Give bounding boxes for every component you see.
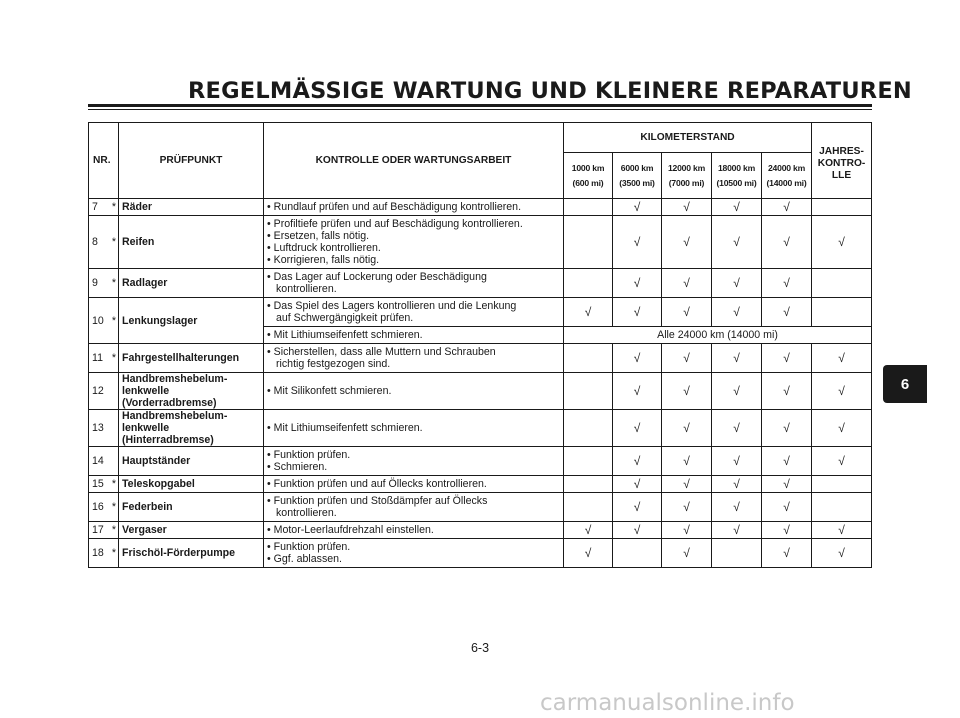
dealer-star: * (111, 236, 116, 248)
check-mark: √ (762, 216, 812, 269)
check-mark (712, 539, 762, 568)
dealer-star: * (111, 478, 116, 490)
row-number-text: 15 (92, 478, 104, 490)
check-mark (564, 476, 613, 493)
row-number (89, 539, 119, 568)
check-mark: √ (812, 539, 872, 568)
work-description (264, 539, 564, 568)
check-mark: √ (812, 410, 872, 447)
work-line: • Funktion prüfen. (267, 449, 351, 461)
dealer-star: * (111, 501, 116, 513)
row-number (89, 493, 119, 522)
mi-value: (7000 mi) (668, 177, 705, 188)
km-value: 1000 km (571, 162, 605, 173)
check-mark: √ (812, 522, 872, 539)
table-row (89, 522, 872, 539)
check-mark (613, 539, 662, 568)
work-line: auf Schwergängigkeit prüfen. (276, 312, 414, 324)
check-mark (564, 269, 613, 298)
row-number (89, 269, 119, 298)
check-mark: √ (613, 298, 662, 327)
work-description (264, 199, 564, 216)
header-point: PRÜFPUNKT (119, 123, 264, 199)
header-work: KONTROLLE ODER WARTUNGSARBEIT (264, 123, 564, 199)
check-mark: √ (762, 373, 812, 410)
row-number (89, 373, 119, 410)
check-mark: √ (762, 199, 812, 216)
watermark: carmanualsonline.info (540, 690, 795, 716)
check-mark: √ (564, 298, 613, 327)
row-number (89, 298, 119, 344)
check-mark: √ (662, 539, 712, 568)
work-line: • Sicherstellen, dass alle Muttern und Schrauben (267, 346, 496, 358)
check-mark: √ (613, 410, 662, 447)
check-mark: √ (662, 199, 712, 216)
dealer-star: * (111, 547, 116, 559)
row-number-text: 10 (92, 314, 104, 327)
work-line: • Das Spiel des Lagers kontrollieren und die Lenkung (267, 300, 517, 312)
check-mark: √ (762, 269, 812, 298)
check-mark: √ (564, 522, 613, 539)
work-description (264, 373, 564, 410)
title-rule-thin (88, 109, 872, 110)
row-number-text: 12 (92, 385, 104, 397)
work-line: • Ggf. ablassen. (267, 553, 342, 565)
dealer-star: * (111, 524, 116, 536)
row-number-text: 7 (92, 201, 98, 213)
km-value: 6000 km (620, 162, 654, 173)
check-point: Hauptständer (119, 447, 264, 476)
table-row (89, 216, 872, 269)
check-mark: √ (712, 476, 762, 493)
work-description (264, 476, 564, 493)
check-mark: √ (712, 216, 762, 269)
mi-value: (3500 mi) (619, 177, 655, 188)
check-mark: √ (712, 269, 762, 298)
row-number (89, 344, 119, 373)
check-mark: √ (662, 298, 712, 327)
table-row (89, 493, 872, 522)
check-mark: √ (613, 522, 662, 539)
check-point: Vergaser (119, 522, 264, 539)
work-line: • Profiltiefe prüfen und auf Beschädigung kontrollieren. (267, 218, 523, 230)
work-line: richtig festgezogen sind. (276, 358, 391, 370)
work-description (264, 447, 564, 476)
work-description (264, 216, 564, 269)
row-number (89, 410, 119, 447)
check-mark: √ (712, 298, 762, 327)
check-point: Räder (119, 199, 264, 216)
title-rule (88, 104, 872, 107)
check-mark (812, 199, 872, 216)
work-line: • Rundlauf prüfen und auf Beschädigung kontrollieren. (267, 201, 522, 213)
check-mark: √ (812, 373, 872, 410)
check-mark (564, 216, 613, 269)
check-mark: √ (613, 493, 662, 522)
check-mark: √ (662, 269, 712, 298)
row-number (89, 199, 119, 216)
check-mark (564, 493, 613, 522)
table-row (89, 298, 872, 327)
table-row (89, 539, 872, 568)
header-yearly: JAHRES- KONTRO- LLE (812, 123, 872, 199)
check-mark: √ (712, 373, 762, 410)
check-mark: √ (762, 522, 812, 539)
check-point: Teleskopgabel (119, 476, 264, 493)
mi-value: (10500 mi) (716, 177, 757, 188)
check-mark: √ (812, 447, 872, 476)
page-title: REGELMÄSSIGE WARTUNG UND KLEINERE REPARATUREN (188, 78, 912, 104)
table-row (89, 199, 872, 216)
check-point: Handbremshebelum- lenkwelle (Vorderradbremse) (119, 373, 264, 410)
table-row (89, 476, 872, 493)
work-description (264, 269, 564, 298)
row-number-text: 16 (92, 501, 104, 513)
check-mark (564, 344, 613, 373)
chapter-tab[interactable]: 6 (883, 365, 927, 403)
work-line: • Funktion prüfen. (267, 541, 351, 553)
row-number-text: 14 (92, 455, 104, 467)
check-mark (564, 447, 613, 476)
check-mark: √ (613, 373, 662, 410)
work-line: • Das Lager auf Lockerung oder Beschädigung (267, 271, 487, 283)
mi-value: (14000 mi) (766, 177, 807, 188)
check-mark: √ (712, 493, 762, 522)
check-mark: √ (762, 476, 812, 493)
km-value: 18000 km (717, 162, 756, 173)
km-value: 12000 km (667, 162, 706, 173)
dealer-star: * (111, 201, 116, 213)
check-point: Fahrgestellhalterungen (119, 344, 264, 373)
table-row (89, 269, 872, 298)
check-mark: √ (662, 344, 712, 373)
check-mark: √ (812, 216, 872, 269)
work-line: • Mit Silikonfett schmieren. (267, 385, 392, 397)
check-mark: √ (762, 447, 812, 476)
header-km-3 (712, 153, 762, 199)
dealer-star: * (111, 314, 116, 327)
interval-note: Alle 24000 km (14000 mi) (564, 327, 872, 344)
work-line: • Luftdruck kontrollieren. (267, 242, 381, 254)
check-mark: √ (662, 447, 712, 476)
row-number-text: 9 (92, 277, 98, 289)
work-description (264, 493, 564, 522)
check-mark: √ (812, 344, 872, 373)
check-mark (812, 493, 872, 522)
check-mark: √ (712, 410, 762, 447)
check-mark (812, 269, 872, 298)
header-km-0 (564, 153, 613, 199)
check-mark: √ (662, 216, 712, 269)
table-row (89, 373, 872, 410)
row-number-text: 17 (92, 524, 104, 536)
check-point: Federbein (119, 493, 264, 522)
check-mark: √ (762, 344, 812, 373)
header-km-group: KILOMETERSTAND (564, 123, 812, 153)
work-line: • Mit Lithiumseifenfett schmieren. (267, 422, 423, 434)
check-mark: √ (762, 539, 812, 568)
check-mark: √ (712, 344, 762, 373)
table-row (89, 447, 872, 476)
row-number-text: 18 (92, 547, 104, 559)
check-mark: √ (762, 493, 812, 522)
check-mark: √ (662, 493, 712, 522)
check-mark (812, 476, 872, 493)
check-mark: √ (662, 476, 712, 493)
table-row (89, 410, 872, 447)
work-description (264, 298, 564, 327)
row-number (89, 447, 119, 476)
check-mark: √ (564, 539, 613, 568)
check-mark (812, 298, 872, 327)
check-mark: √ (712, 199, 762, 216)
row-number (89, 522, 119, 539)
work-line: • Schmieren. (267, 461, 328, 473)
check-mark (564, 199, 613, 216)
check-mark: √ (712, 447, 762, 476)
row-number (89, 476, 119, 493)
work-description (264, 522, 564, 539)
work-description (264, 344, 564, 373)
dealer-star: * (111, 352, 116, 364)
check-point: Reifen (119, 216, 264, 269)
work-line: • Korrigieren, falls nötig. (267, 254, 380, 266)
dealer-star: * (111, 277, 116, 289)
check-point: Frischöl-Förderpumpe (119, 539, 264, 568)
header-nr: NR. (89, 123, 119, 199)
check-mark: √ (762, 298, 812, 327)
work-line: • Funktion prüfen und Stoßdämpfer auf Öllecks (267, 495, 488, 507)
check-mark: √ (613, 269, 662, 298)
check-mark: √ (613, 476, 662, 493)
header-km-1 (613, 153, 662, 199)
check-point: Handbremshebelum- lenkwelle (Hinterradbremse) (119, 410, 264, 447)
header-km-2 (662, 153, 712, 199)
row-number-text: 8 (92, 236, 98, 248)
work-line: kontrollieren. (276, 283, 337, 295)
check-mark: √ (662, 373, 712, 410)
check-mark (564, 410, 613, 447)
row-number-text: 11 (92, 352, 103, 364)
check-point: Radlager (119, 269, 264, 298)
work-description: • Mit Lithiumseifenfett schmieren. (264, 327, 564, 344)
check-mark: √ (613, 447, 662, 476)
check-mark: √ (613, 199, 662, 216)
check-mark: √ (762, 410, 812, 447)
check-mark: √ (712, 522, 762, 539)
row-number-text: 13 (92, 422, 104, 434)
check-mark (564, 373, 613, 410)
maintenance-table (88, 122, 872, 568)
work-description (264, 410, 564, 447)
table-row (89, 344, 872, 373)
check-mark: √ (662, 522, 712, 539)
row-number (89, 216, 119, 269)
mi-value: (600 mi) (572, 177, 604, 188)
page-number: 6-3 (470, 641, 490, 655)
check-mark: √ (662, 410, 712, 447)
work-line: • Motor-Leerlaufdrehzahl einstellen. (267, 524, 434, 536)
km-value: 24000 km (767, 162, 806, 173)
work-line: kontrollieren. (276, 507, 337, 519)
header-km-4 (762, 153, 812, 199)
work-line: • Ersetzen, falls nötig. (267, 230, 370, 242)
check-point: Lenkungslager (119, 298, 264, 344)
check-mark: √ (613, 216, 662, 269)
check-mark: √ (613, 344, 662, 373)
work-line: • Funktion prüfen und auf Öllecks kontrollieren. (267, 478, 487, 490)
